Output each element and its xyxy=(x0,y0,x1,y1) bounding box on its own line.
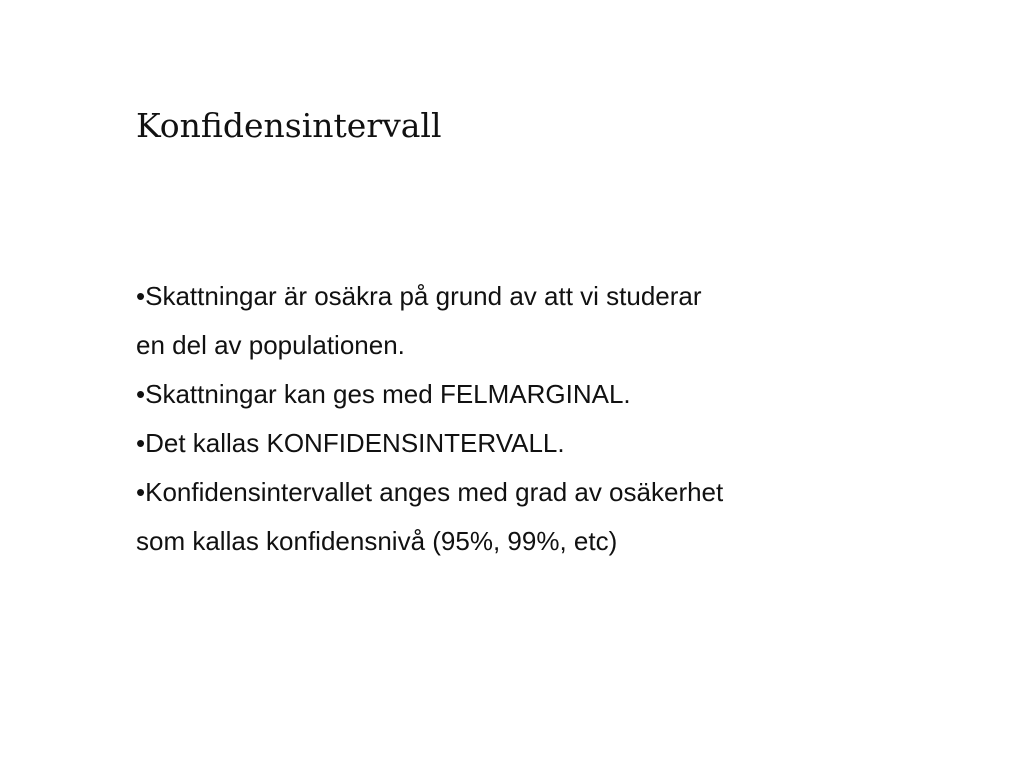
slide-title: Konfidensintervall xyxy=(136,106,442,145)
body-line-4 xyxy=(136,419,896,468)
body-line-6 xyxy=(136,517,896,566)
bullet: • xyxy=(136,477,146,507)
body-line-1 xyxy=(136,272,896,321)
line-text: Skattningar är osäkra på grund av att vi studerar xyxy=(145,281,702,311)
line-text: som kallas konfidensnivå (95%, 99%, etc) xyxy=(136,526,618,556)
bullet: • xyxy=(136,428,146,458)
line-text: Konfidensintervallet anges med grad av osäkerhet xyxy=(145,477,724,507)
bullet: • xyxy=(136,281,146,311)
bullet: • xyxy=(136,379,146,409)
line-text: en del av populationen. xyxy=(136,330,405,360)
line-text: Skattningar kan ges med FELMARGINAL. xyxy=(145,379,631,409)
slide-body xyxy=(136,272,896,566)
body-line-5 xyxy=(136,468,896,517)
line-text: Det kallas KONFIDENSINTERVALL. xyxy=(145,428,565,458)
body-line-3 xyxy=(136,370,896,419)
body-line-2 xyxy=(136,321,896,370)
